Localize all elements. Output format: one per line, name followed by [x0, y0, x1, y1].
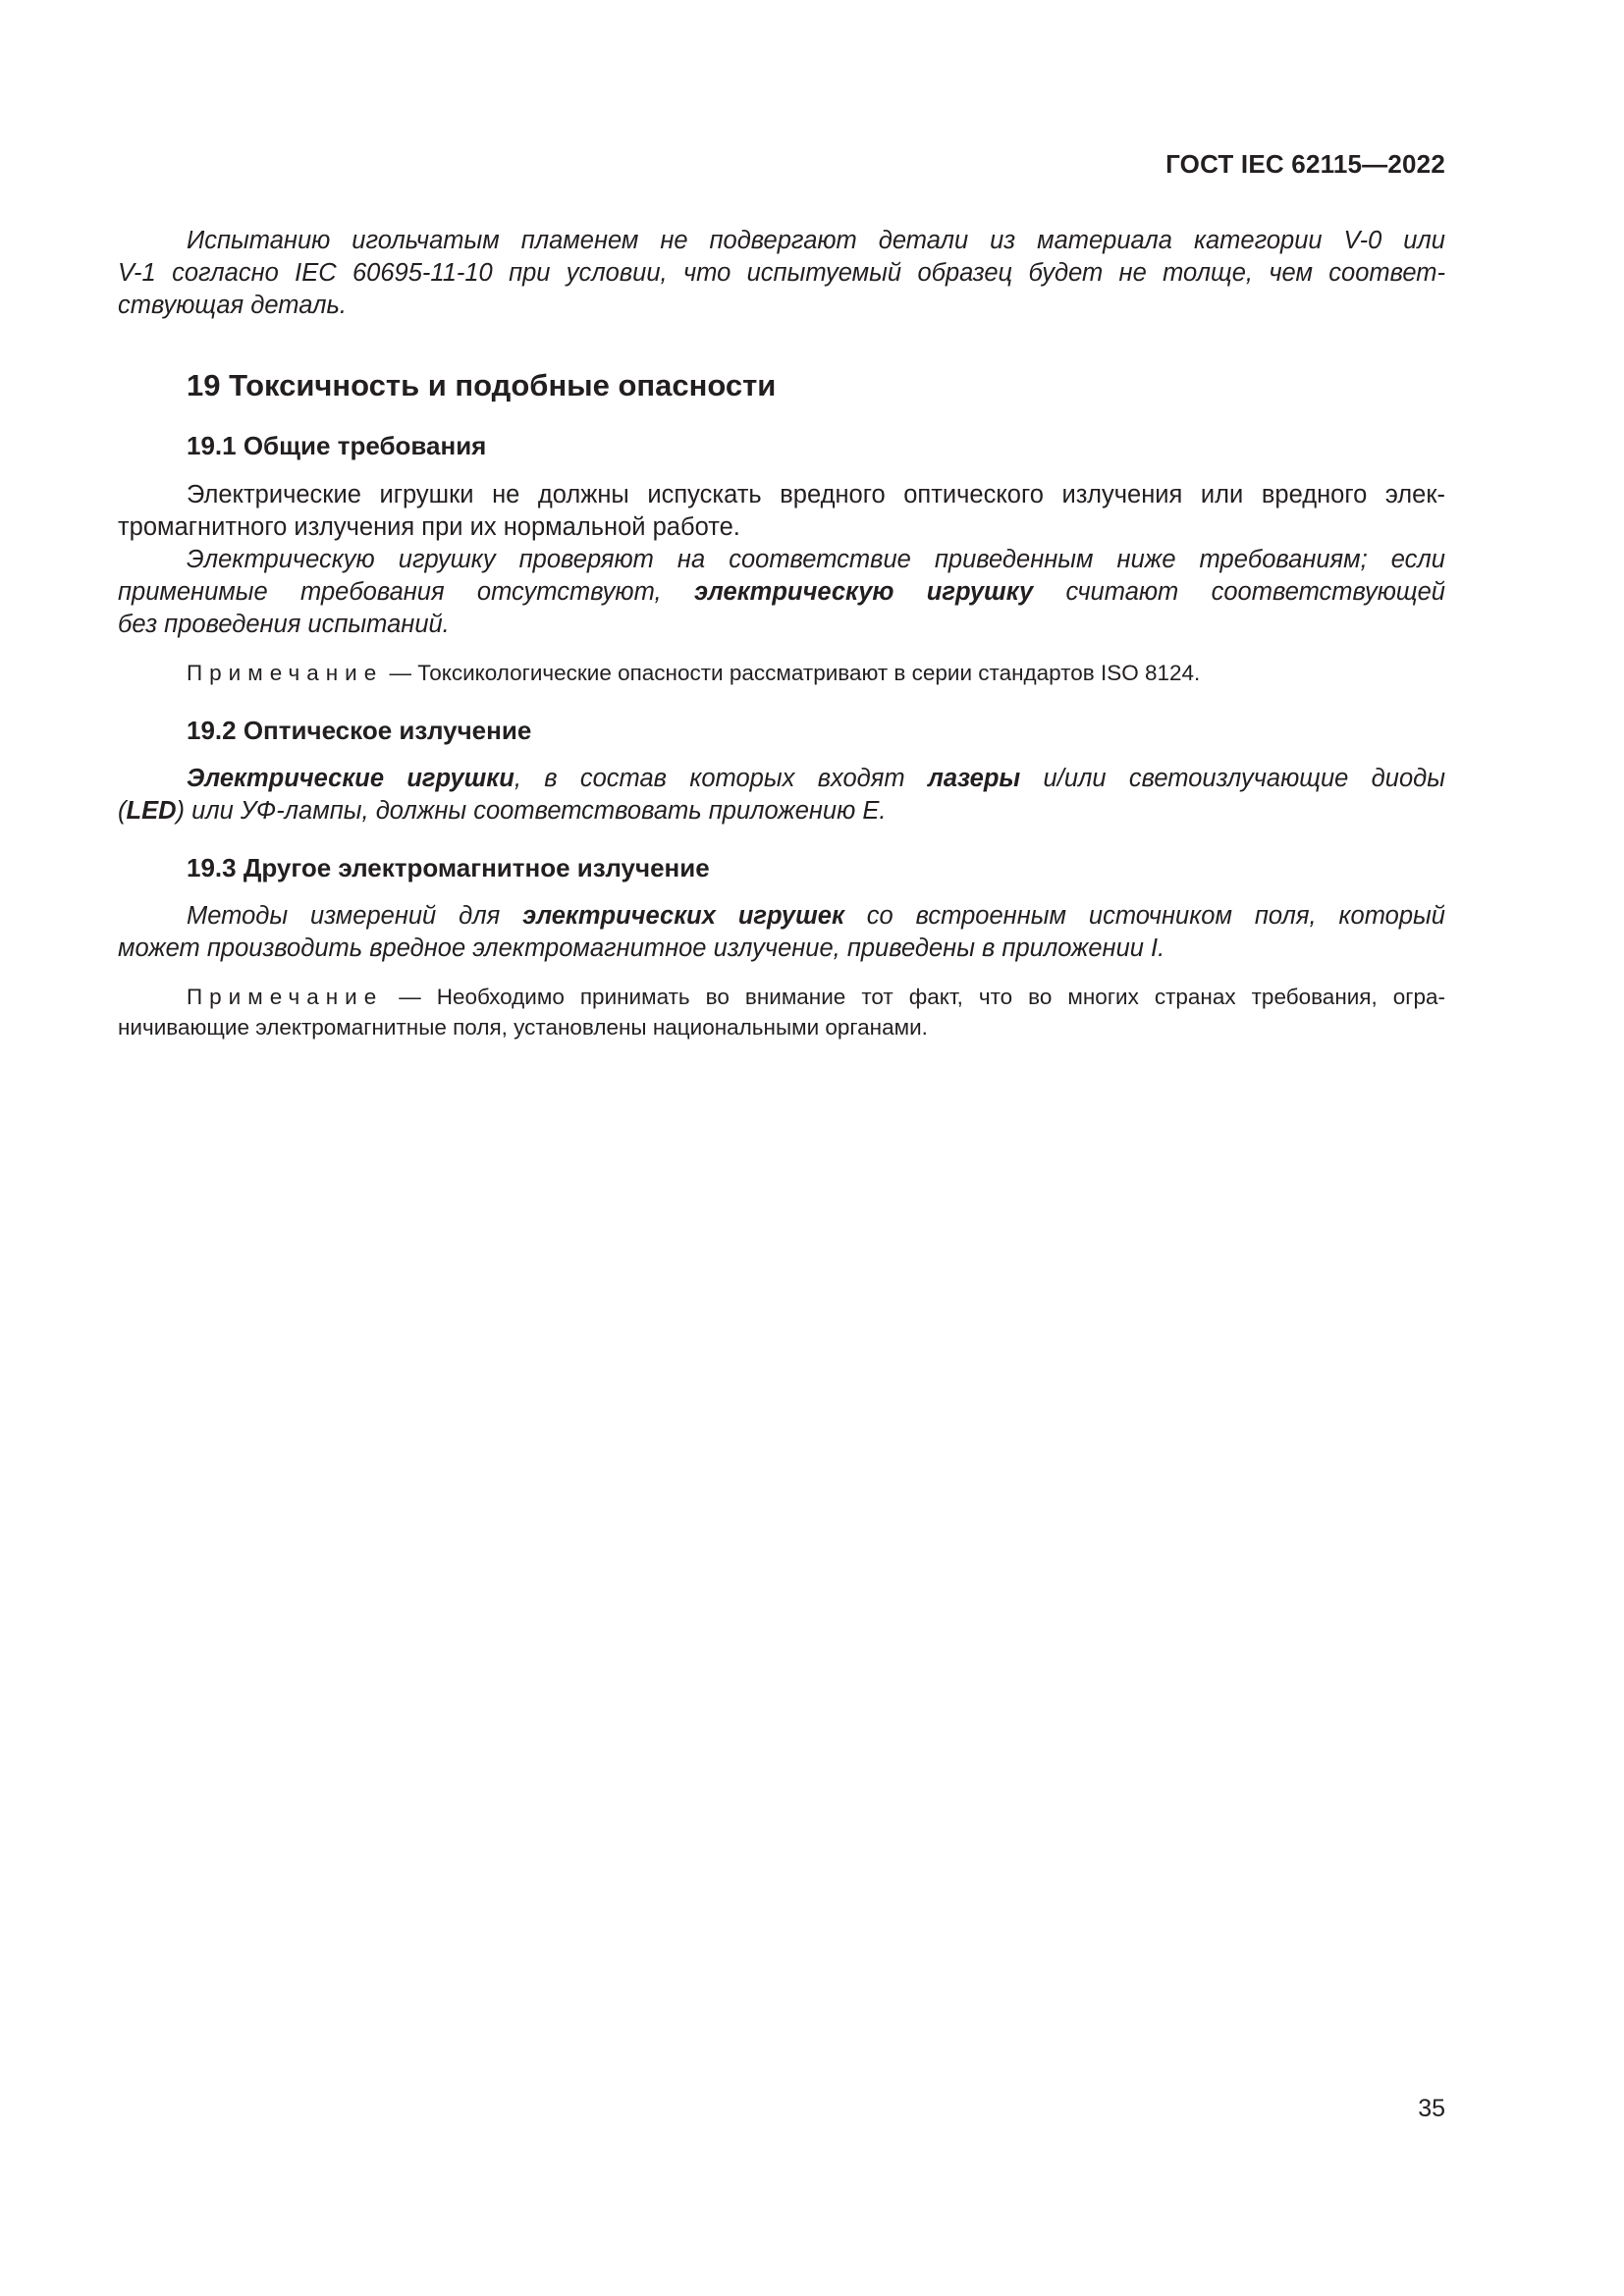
sub19-1-paragraph-1 — [118, 479, 1445, 544]
sub19-3-line-2: может производить вредное электромагнитное излучение, приведены в приложении I. — [118, 934, 1165, 962]
sub19-2-line-2: (LED) или УФ-лампы, должны соответствовать приложению Е. — [118, 797, 887, 825]
sub19-3-paragraph — [118, 900, 1445, 965]
sub19-1-p1-line-2: тромагнитного излучения при их нормальной работе. — [118, 513, 740, 541]
sub19-3-note — [118, 982, 1445, 1042]
section-19-heading: 19 Токсичность и подобные опасности — [187, 368, 777, 402]
intro-line-2: V-1 согласно IEC 60695-11-10 при условии, что испытуемый образец будет не толще, чем соответ- — [118, 259, 1445, 287]
sub19-1-p2-line-1: Электрическую игрушку проверяют на соответствие приведенным ниже требованиям; если — [187, 546, 1445, 573]
sub19-2-line-1: Электрические игрушки, в состав которых входят лазеры и/или светоизлучающие диоды — [187, 765, 1446, 792]
intro-line-3: ствующая деталь. — [118, 292, 347, 319]
note-label: Примечание — [187, 985, 384, 1009]
page-number: 35 — [1418, 2095, 1445, 2122]
sub19-1-paragraph-2 — [118, 544, 1445, 641]
defined-term: электрическую игрушку — [693, 578, 1034, 606]
defined-term: электрических игрушек — [522, 902, 844, 930]
subsection-19-2-heading: 19.2 Оптическое излучение — [187, 716, 532, 745]
sub19-1-p1-line-1: Электрические игрушки не должны испускать вредного оптического излучения или вредного элек- — [187, 481, 1445, 508]
sub19-3-line-1: Методы измерений для электрических игрушек со встроенным источником поля, который — [187, 902, 1445, 930]
sub19-1-p2-line-3: без проведения испытаний. — [118, 611, 450, 638]
note-text: — Токсикологические опасности рассматривают в серии стандартов ISO 8124. — [383, 661, 1201, 685]
subsection-19-1-heading: 19.1 Общие требования — [187, 431, 487, 460]
defined-term: лазеры — [927, 765, 1021, 792]
intro-line-1: Испытанию игольчатым пламенем не подвергают детали из материала категории V-0 или — [187, 227, 1445, 254]
sub19-1-note — [118, 658, 1445, 688]
defined-term: Электрические игрушки — [187, 765, 514, 792]
intro-paragraph — [118, 225, 1445, 322]
sub19-2-paragraph — [118, 763, 1445, 828]
sub19-1-p2-line-2: применимые требования отсутствуют, электрическую игрушку считают соответствующей — [118, 578, 1445, 606]
document-header: ГОСТ IEC 62115—2022 — [1165, 149, 1445, 179]
sub19-3-note-line-2: ничивающие электромагнитные поля, установлены национальными органами. — [118, 1015, 928, 1040]
defined-term: LED — [126, 797, 177, 825]
subsection-19-3-heading: 19.3 Другое электромагнитное излучение — [187, 853, 710, 882]
note-label: Примечание — [187, 661, 384, 685]
sub19-3-note-line-1: Примечание — Необходимо принимать во внимание тот факт, что во многих странах требования, огра- — [187, 985, 1445, 1009]
document-page — [118, 0, 1445, 2296]
